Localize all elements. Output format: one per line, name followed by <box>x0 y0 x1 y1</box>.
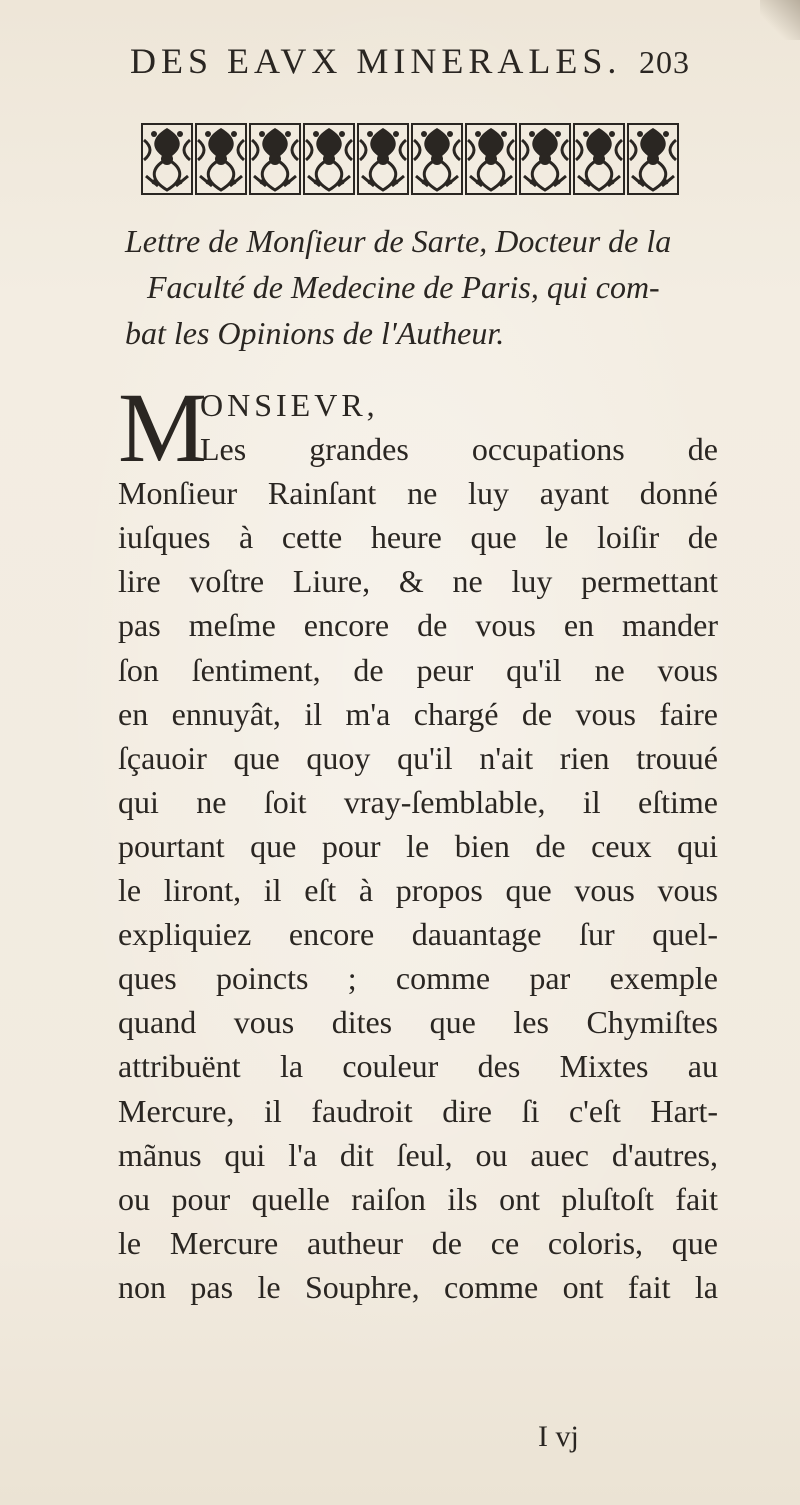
body-line: lire voſtre Liure, & ne luy permettant <box>118 563 718 600</box>
body-line: ſçauoir que quoy qu'il n'ait rien trouué <box>118 739 718 776</box>
heading-line: bat les Opinions de l'Autheur. <box>125 315 505 351</box>
body-line: qui ne ſoit vray-ſemblable, il eſtime <box>118 783 718 820</box>
running-head-title: DES EAVX MINERALES. <box>130 41 622 81</box>
body-line: en ennuyât, il m'a chargé de vous faire <box>118 695 718 732</box>
running-head <box>130 40 690 90</box>
body-line: ou pour quelle raiſon ils ont pluſtoſt fait <box>118 1180 718 1217</box>
body-line: ques poincts ; comme par exemple <box>118 960 718 997</box>
body-line: ONSIEVR, <box>200 387 379 423</box>
body-line: expliquiez encore dauantage ſur quel- <box>118 916 718 953</box>
page-number: 203 <box>639 44 690 80</box>
body-line: le liront, il eſt à propos que vous vous <box>118 872 718 909</box>
signature-mark: I vj <box>538 1420 579 1453</box>
ornamental-band-icon <box>140 120 680 198</box>
body-line: ſon ſentiment, de peur qu'il ne vous <box>118 651 718 688</box>
body-line: mãnus qui l'a dit ſeul, ou auec d'autres, <box>118 1136 718 1173</box>
drop-capital: M <box>118 372 207 483</box>
body-line: iuſques à cette heure que le loiſir de <box>118 519 718 556</box>
body-line: Mercure, il faudroit dire ſi c'eſt Hart- <box>118 1092 718 1129</box>
body-line: le Mercure autheur de ce coloris, que <box>118 1224 718 1261</box>
heading-line: Lettre de Monſieur de Sarte, Docteur de la <box>125 223 672 259</box>
body-line: Les grandes occupations de <box>200 431 718 468</box>
letter-heading <box>125 218 735 356</box>
body-line: non pas le Souphre, comme ont fait la <box>118 1268 718 1305</box>
body-line: Monſieur Rainſant ne luy ayant donné <box>118 475 718 512</box>
body-line: quand vous dites que les Chymiſtes <box>118 1004 718 1041</box>
letter-body <box>118 372 718 1309</box>
body-line: pas meſme encore de vous en mander <box>118 607 718 644</box>
body-line: pourtant que pour le bien de ceux qui <box>118 827 718 864</box>
page-corner-shadow <box>760 0 800 40</box>
heading-line: Faculté de Medecine de Paris, qui com- <box>147 269 660 305</box>
body-line: attribuënt la couleur des Mixtes au <box>118 1048 718 1085</box>
